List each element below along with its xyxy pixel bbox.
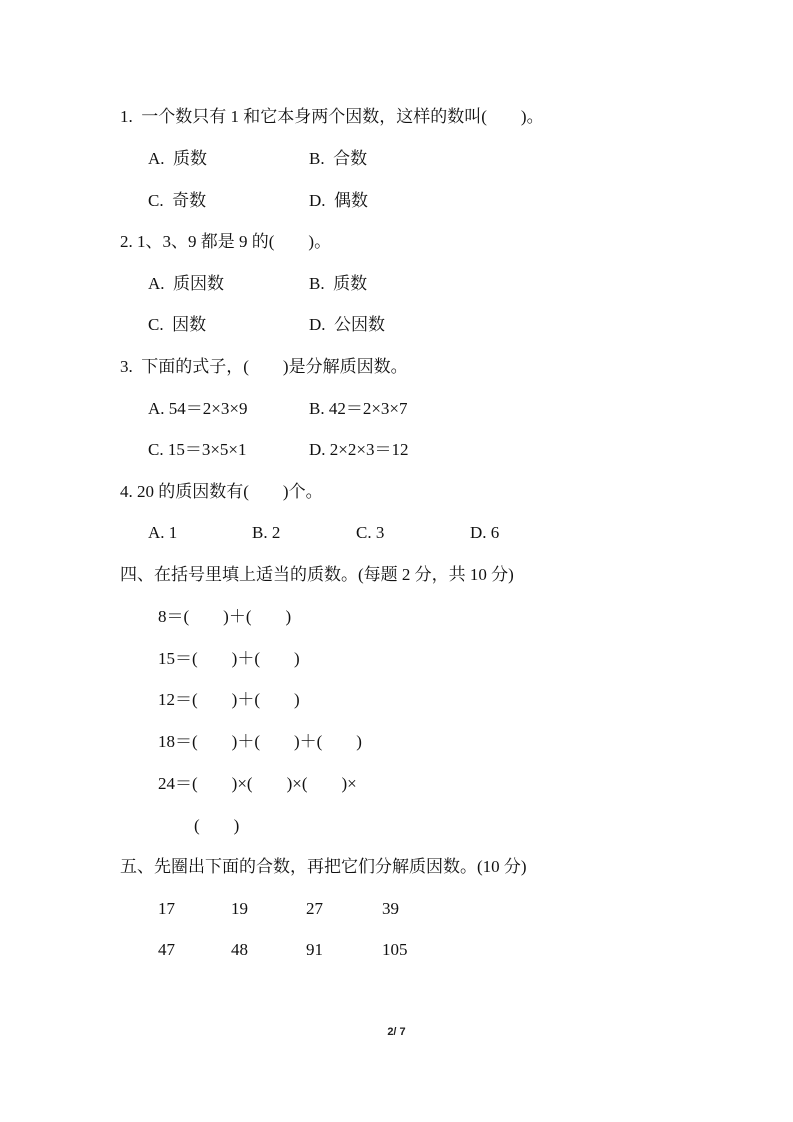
question-2-option-a: A. 质因数 (148, 274, 225, 293)
number-item: 105 (382, 940, 408, 959)
question-2-option-c: C. 因数 (148, 315, 207, 334)
question-4-option-c: C. 3 (356, 523, 385, 542)
number-item: 27 (306, 899, 323, 918)
fill-line-5: 24＝( )×( )×( )× (158, 774, 357, 793)
section-5-heading: 五、先圈出下面的合数，再把它们分解质因数。(10 分) (120, 857, 527, 876)
question-3-stem: 3. 下面的式子，( )是分解质因数。 (120, 357, 408, 376)
number-item: 19 (231, 899, 248, 918)
page-number: 2/ 7 (387, 1026, 406, 1038)
question-4-option-d: D. 6 (470, 523, 500, 542)
question-2-stem: 2. 1、3、9 都是 9 的( )。 (120, 232, 332, 251)
question-1-stem: 1. 一个数只有 1 和它本身两个因数，这样的数叫( )。 (120, 107, 544, 126)
section-4-heading: 四、在括号里填上适当的质数。(每题 2 分，共 10 分) (120, 565, 514, 584)
question-2-option-d: D. 公因数 (309, 315, 386, 334)
question-3-option-d: D. 2×2×3＝12 (309, 440, 409, 459)
fill-line-1: 8＝( )＋( ) (158, 607, 292, 626)
number-item: 48 (231, 940, 248, 959)
question-4-option-b: B. 2 (252, 523, 281, 542)
question-3-option-a: A. 54＝2×3×9 (148, 399, 248, 418)
fill-line-2: 15＝( )＋( ) (158, 649, 300, 668)
question-2-option-b: B. 质数 (309, 274, 368, 293)
question-1-option-b: B. 合数 (309, 149, 368, 168)
number-item: 47 (158, 940, 175, 959)
question-4-option-a: A. 1 (148, 523, 178, 542)
question-1-option-c: C. 奇数 (148, 191, 207, 210)
fill-line-6: ( ) (194, 816, 240, 835)
fill-line-4: 18＝( )＋( )＋( ) (158, 732, 362, 751)
question-1-option-d: D. 偶数 (309, 191, 369, 210)
question-3-option-c: C. 15＝3×5×1 (148, 440, 247, 459)
number-item: 91 (306, 940, 323, 959)
question-1-option-a: A. 质数 (148, 149, 208, 168)
fill-line-3: 12＝( )＋( ) (158, 690, 300, 709)
question-4-stem: 4. 20 的质因数有( )个。 (120, 482, 323, 501)
number-item: 39 (382, 899, 399, 918)
question-3-option-b: B. 42＝2×3×7 (309, 399, 408, 418)
number-item: 17 (158, 899, 175, 918)
